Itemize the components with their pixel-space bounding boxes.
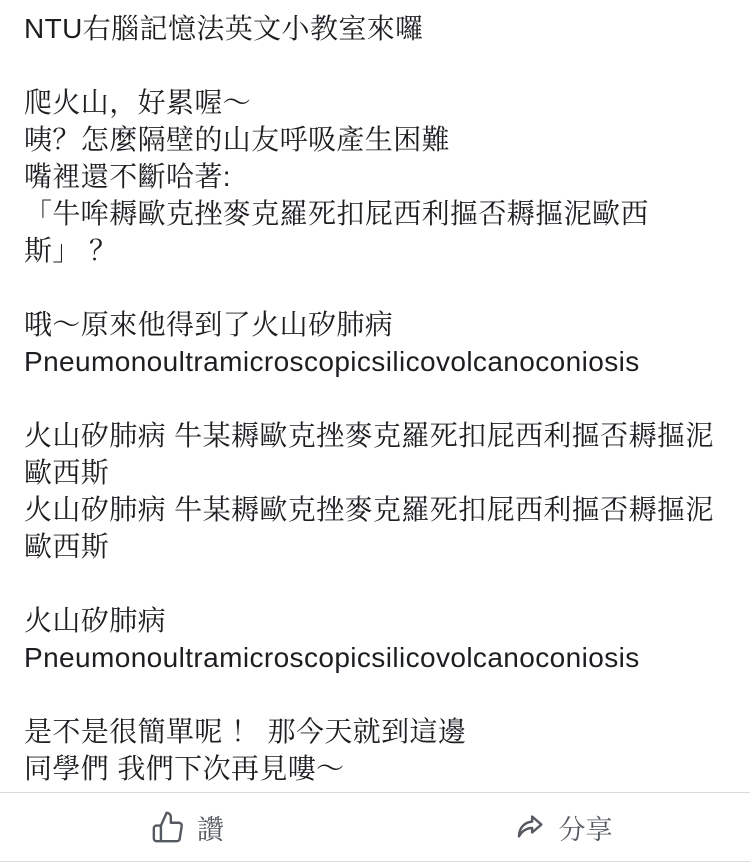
post-text-line: 火山矽肺病 牛某耨歐克挫麥克羅死扣屁西利摳否耨摳泥 bbox=[24, 420, 714, 451]
share-button-label: 分享 bbox=[558, 814, 613, 845]
share-button[interactable] bbox=[375, 793, 750, 861]
post-text-line: 哦～原來他得到了火山矽肺病 bbox=[24, 309, 394, 340]
post-blank-line bbox=[24, 676, 726, 713]
post-text-line: 同學們 我們下次再見嘍～ bbox=[24, 753, 345, 784]
post-text-line: 斯」 ？ bbox=[24, 235, 118, 266]
post-text-line: 火山矽肺病 bbox=[24, 605, 167, 636]
post-text-line: 火山矽肺病 牛某耨歐克挫麥克羅死扣屁西利摳否耨摳泥 bbox=[24, 494, 714, 525]
post-text-line: 歐西斯 bbox=[24, 531, 110, 562]
post-text-line: 是不是很簡單呢 ！ 那今天就到這邊 bbox=[24, 716, 467, 747]
post-blank-line bbox=[24, 380, 726, 417]
post-blank-line bbox=[24, 269, 726, 306]
post-action-bar bbox=[0, 792, 750, 862]
post-text-line-english-word: Pneumonoultramicroscopicsilicovolcanoconiosis bbox=[24, 642, 640, 673]
like-button[interactable] bbox=[0, 793, 375, 861]
post-title-line: NTU右腦記憶法英文小教室來囉 bbox=[24, 13, 424, 44]
post-text-line: 「牛哞耨歐克挫麥克羅死扣屁西利摳否耨摳泥歐西 bbox=[24, 198, 649, 229]
post-text-line: 歐西斯 bbox=[24, 457, 110, 488]
like-button-label: 讚 bbox=[197, 814, 224, 845]
post-text-line: 爬火山，好累喔～ bbox=[24, 87, 252, 118]
post-blank-line bbox=[24, 565, 726, 602]
thumbs-up-icon bbox=[151, 810, 185, 844]
post-text-line-english-word: Pneumonoultramicroscopicsilicovolcanoconiosis bbox=[24, 346, 640, 377]
post-blank-line bbox=[24, 47, 726, 84]
post-text-line: 咦？怎麼隔壁的山友呼吸產生困難 bbox=[24, 124, 451, 155]
share-arrow-icon bbox=[513, 810, 547, 844]
post-text-line: 嘴裡還不斷哈著: bbox=[24, 161, 231, 192]
